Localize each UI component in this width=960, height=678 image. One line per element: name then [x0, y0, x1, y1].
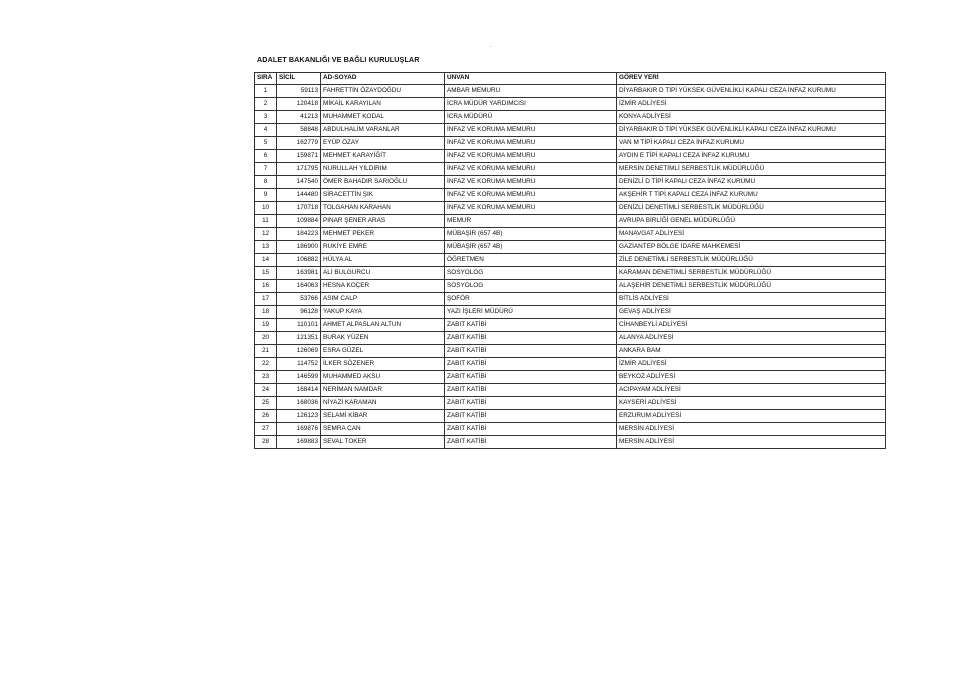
sira-cell: 18 — [255, 306, 277, 319]
sira-cell: 9 — [255, 189, 277, 202]
table-row — [255, 371, 886, 384]
gorev-yeri-cell: VAN M TİPİ KAPALI CEZA İNFAZ KURUMU — [617, 137, 886, 150]
unvan-cell: SOSYOLOG — [445, 267, 617, 280]
unvan-cell: İNFAZ VE KORUMA MEMURU — [445, 189, 617, 202]
table-row — [255, 215, 886, 228]
table-row — [255, 137, 886, 150]
table-row — [255, 241, 886, 254]
scan-speck — [490, 46, 491, 47]
table-row — [255, 332, 886, 345]
sira-cell: 14 — [255, 254, 277, 267]
table-row — [255, 345, 886, 358]
gorev-yeri-cell: DENİZLİ D TİPİ KAPALI CEZA İNFAZ KURUMU — [617, 176, 886, 189]
gorev-yeri-cell: MANAVGAT ADLİYESİ — [617, 228, 886, 241]
table-body — [255, 85, 886, 449]
sira-cell: 17 — [255, 293, 277, 306]
unvan-cell: İCRA MÜDÜR YARDIMCISI — [445, 98, 617, 111]
gorev-yeri-cell: KAYSERİ ADLİYESİ — [617, 397, 886, 410]
unvan-cell: ZABIT KATİBİ — [445, 384, 617, 397]
table-row — [255, 293, 886, 306]
sira-cell: 16 — [255, 280, 277, 293]
unvan-cell: İNFAZ VE KORUMA MEMURU — [445, 150, 617, 163]
sicil-cell: 58848 — [277, 124, 321, 137]
unvan-cell: SOSYOLOG — [445, 280, 617, 293]
table-row — [255, 280, 886, 293]
table-row — [255, 124, 886, 137]
unvan-cell: ZABIT KATİBİ — [445, 319, 617, 332]
gorev-yeri-cell: ACIPAYAM ADLİYESİ — [617, 384, 886, 397]
sira-cell: 1 — [255, 85, 277, 98]
ad-soyad-cell: ASIM CALP — [321, 293, 445, 306]
table-row — [255, 254, 886, 267]
sira-cell: 28 — [255, 436, 277, 449]
table-row — [255, 163, 886, 176]
table-row — [255, 436, 886, 449]
gorev-yeri-cell: AKŞEHİR T TİPİ KAPALI CEZA İNFAZ KURUMU — [617, 189, 886, 202]
unvan-cell: İNFAZ VE KORUMA MEMURU — [445, 202, 617, 215]
sira-cell: 7 — [255, 163, 277, 176]
sira-cell: 19 — [255, 319, 277, 332]
ad-soyad-cell: BURAK YÜZEN — [321, 332, 445, 345]
gorev-yeri-cell: BEYKOZ ADLİYESİ — [617, 371, 886, 384]
sira-cell: 26 — [255, 410, 277, 423]
header-sira: SIRA — [255, 73, 277, 85]
ad-soyad-cell: PINAR ŞENER ARAS — [321, 215, 445, 228]
gorev-yeri-cell: AYDIN E TİPİ KAPALI CEZA İNFAZ KURUMU — [617, 150, 886, 163]
gorev-yeri-cell: KARAMAN DENETİMLİ SERBESTLİK MÜDÜRLÜĞÜ — [617, 267, 886, 280]
gorev-yeri-cell: ALANYA ADLİYESİ — [617, 332, 886, 345]
sicil-cell: 168036 — [277, 397, 321, 410]
table-row — [255, 267, 886, 280]
table-row — [255, 85, 886, 98]
gorev-yeri-cell: ANKARA BAM — [617, 345, 886, 358]
ad-soyad-cell: MUHAMMED AKSU — [321, 371, 445, 384]
ad-soyad-cell: HESNA KOÇER — [321, 280, 445, 293]
table-row — [255, 423, 886, 436]
sicil-cell: 121351 — [277, 332, 321, 345]
unvan-cell: ZABIT KATİBİ — [445, 397, 617, 410]
sicil-cell: 109884 — [277, 215, 321, 228]
table-row — [255, 98, 886, 111]
table-row — [255, 202, 886, 215]
ad-soyad-cell: ALİ BULGURCU — [321, 267, 445, 280]
sicil-cell: 96128 — [277, 306, 321, 319]
personnel-table — [254, 72, 886, 449]
sicil-cell: 170718 — [277, 202, 321, 215]
table-row — [255, 306, 886, 319]
sira-cell: 6 — [255, 150, 277, 163]
ad-soyad-cell: FAHRETTİN ÖZAYDOĞDU — [321, 85, 445, 98]
sira-cell: 10 — [255, 202, 277, 215]
unvan-cell: ZABIT KATİBİ — [445, 345, 617, 358]
sira-cell: 20 — [255, 332, 277, 345]
sira-cell: 4 — [255, 124, 277, 137]
sira-cell: 12 — [255, 228, 277, 241]
sira-cell: 15 — [255, 267, 277, 280]
unvan-cell: İNFAZ VE KORUMA MEMURU — [445, 124, 617, 137]
sira-cell: 22 — [255, 358, 277, 371]
sira-cell: 24 — [255, 384, 277, 397]
gorev-yeri-cell: ALAŞEHİR DENETİMLİ SERBESTLİK MÜDÜRLÜĞÜ — [617, 280, 886, 293]
sicil-cell: 184223 — [277, 228, 321, 241]
sicil-cell: 146599 — [277, 371, 321, 384]
sira-cell: 3 — [255, 111, 277, 124]
ad-soyad-cell: ÖMER BAHADIR SARIOĞLU — [321, 176, 445, 189]
sicil-cell: 159871 — [277, 150, 321, 163]
sicil-cell: 169883 — [277, 436, 321, 449]
unvan-cell: ŞOFÖR — [445, 293, 617, 306]
table-row — [255, 397, 886, 410]
gorev-yeri-cell: MERSİN ADLİYESİ — [617, 423, 886, 436]
sicil-cell: 164063 — [277, 280, 321, 293]
sicil-cell: 120418 — [277, 98, 321, 111]
gorev-yeri-cell: BİTLİS ADLİYESİ — [617, 293, 886, 306]
sicil-cell: 169876 — [277, 423, 321, 436]
sicil-cell: 171795 — [277, 163, 321, 176]
sira-cell: 8 — [255, 176, 277, 189]
sira-cell: 25 — [255, 397, 277, 410]
ad-soyad-cell: AHMET ALPASLAN ALTUN — [321, 319, 445, 332]
unvan-cell: MÜBAŞİR (657 4B) — [445, 241, 617, 254]
unvan-cell: İCRA MÜDÜRÜ — [445, 111, 617, 124]
gorev-yeri-cell: MERSİN DENETİMLİ SERBESTLİK MÜDÜRLÜĞÜ — [617, 163, 886, 176]
sira-cell: 13 — [255, 241, 277, 254]
table-row — [255, 410, 886, 423]
ad-soyad-cell: ABDULHALİM VARANLAR — [321, 124, 445, 137]
table-row — [255, 384, 886, 397]
sira-cell: 5 — [255, 137, 277, 150]
unvan-cell: ZABIT KATİBİ — [445, 358, 617, 371]
ad-soyad-cell: SELAMİ KİBAR — [321, 410, 445, 423]
table-row — [255, 150, 886, 163]
gorev-yeri-cell: KONYA ADLİYESİ — [617, 111, 886, 124]
gorev-yeri-cell: ZİLE DENETİMLİ SERBESTLİK MÜDÜRLÜĞÜ — [617, 254, 886, 267]
sicil-cell: 163981 — [277, 267, 321, 280]
unvan-cell: ZABIT KATİBİ — [445, 423, 617, 436]
unvan-cell: İNFAZ VE KORUMA MEMURU — [445, 176, 617, 189]
gorev-yeri-cell: GAZİANTEP BÖLGE İDARE MAHKEMESİ — [617, 241, 886, 254]
unvan-cell: ZABIT KATİBİ — [445, 332, 617, 345]
sicil-cell: 114752 — [277, 358, 321, 371]
unvan-cell: ÖĞRETMEN — [445, 254, 617, 267]
unvan-cell: ZABIT KATİBİ — [445, 371, 617, 384]
table-row — [255, 358, 886, 371]
unvan-cell: AMBAR MEMURU — [445, 85, 617, 98]
ad-soyad-cell: NURULLAH YILDIRIM — [321, 163, 445, 176]
gorev-yeri-cell: AVRUPA BİRLİĞİ GENEL MÜDÜRLÜĞÜ — [617, 215, 886, 228]
ad-soyad-cell: EYÜP ÖZAY — [321, 137, 445, 150]
gorev-yeri-cell: İZMİR ADLİYESİ — [617, 98, 886, 111]
gorev-yeri-cell: GEVAŞ ADLİYESİ — [617, 306, 886, 319]
unvan-cell: İNFAZ VE KORUMA MEMURU — [445, 137, 617, 150]
sicil-cell: 147540 — [277, 176, 321, 189]
sicil-cell: 59113 — [277, 85, 321, 98]
ad-soyad-cell: MUHAMMET KODAL — [321, 111, 445, 124]
header-unvan: UNVAN — [445, 73, 617, 85]
sicil-cell: 168414 — [277, 384, 321, 397]
ad-soyad-cell: SİRACETTİN ŞIK — [321, 189, 445, 202]
unvan-cell: MEMUR — [445, 215, 617, 228]
table-row — [255, 228, 886, 241]
ad-soyad-cell: SEVAL TOKER — [321, 436, 445, 449]
gorev-yeri-cell: DİYARBAKIR D TİPİ YÜKSEK GÜVENLİKLİ KAPALI CEZA İNFAZ KURUMU — [617, 85, 886, 98]
sicil-cell: 126069 — [277, 345, 321, 358]
ad-soyad-cell: TOLGAHAN KARAHAN — [321, 202, 445, 215]
header-gorev-yeri: GÖREV YERİ — [617, 73, 886, 85]
sicil-cell: 106882 — [277, 254, 321, 267]
ad-soyad-cell: HÜLYA AL — [321, 254, 445, 267]
gorev-yeri-cell: ERZURUM ADLİYESİ — [617, 410, 886, 423]
sira-cell: 27 — [255, 423, 277, 436]
table-row — [255, 189, 886, 202]
ad-soyad-cell: MİKAİL KARAYILAN — [321, 98, 445, 111]
sicil-cell: 53766 — [277, 293, 321, 306]
sicil-cell: 41213 — [277, 111, 321, 124]
unvan-cell: MÜBAŞİR (657 4B) — [445, 228, 617, 241]
unvan-cell: İNFAZ VE KORUMA MEMURU — [445, 163, 617, 176]
sicil-cell: 110101 — [277, 319, 321, 332]
ad-soyad-cell: MEHMET PEKER — [321, 228, 445, 241]
sicil-cell: 186900 — [277, 241, 321, 254]
sira-cell: 2 — [255, 98, 277, 111]
gorev-yeri-cell: MERSİN ADLİYESİ — [617, 436, 886, 449]
ad-soyad-cell: RUKİYE EMRE — [321, 241, 445, 254]
ad-soyad-cell: YAKUP KAYA — [321, 306, 445, 319]
ad-soyad-cell: ESRA GÜZEL — [321, 345, 445, 358]
sira-cell: 23 — [255, 371, 277, 384]
table-row — [255, 176, 886, 189]
unvan-cell: ZABIT KATİBİ — [445, 436, 617, 449]
ad-soyad-cell: MEHMET KARAYİĞİT — [321, 150, 445, 163]
sira-cell: 21 — [255, 345, 277, 358]
header-ad-soyad: AD-SOYAD — [321, 73, 445, 85]
unvan-cell: ZABIT KATİBİ — [445, 410, 617, 423]
ad-soyad-cell: SEMRA CAN — [321, 423, 445, 436]
gorev-yeri-cell: İZMİR ADLİYESİ — [617, 358, 886, 371]
sicil-cell: 126123 — [277, 410, 321, 423]
gorev-yeri-cell: CİHANBEYLİ ADLİYESİ — [617, 319, 886, 332]
ad-soyad-cell: NİYAZİ KARAMAN — [321, 397, 445, 410]
table-header-row — [255, 73, 886, 85]
gorev-yeri-cell: DİYARBAKIR D TİPİ YÜKSEK GÜVENLİKLİ KAPALI CEZA İNFAZ KURUMU — [617, 124, 886, 137]
gorev-yeri-cell: DENİZLİ DENETİMLİ SERBESTLİK MÜDÜRLÜĞÜ — [617, 202, 886, 215]
sicil-cell: 144480 — [277, 189, 321, 202]
table-row — [255, 111, 886, 124]
ad-soyad-cell: NERİMAN NAMDAR — [321, 384, 445, 397]
header-sicil: SİCİL — [277, 73, 321, 85]
sicil-cell: 162779 — [277, 137, 321, 150]
table-row — [255, 319, 886, 332]
sira-cell: 11 — [255, 215, 277, 228]
document-title: ADALET BAKANLIĞI VE BAĞLI KURULUŞLAR — [257, 55, 420, 64]
ad-soyad-cell: İLKER SÖZENER — [321, 358, 445, 371]
unvan-cell: YAZI İŞLERİ MÜDÜRÜ — [445, 306, 617, 319]
